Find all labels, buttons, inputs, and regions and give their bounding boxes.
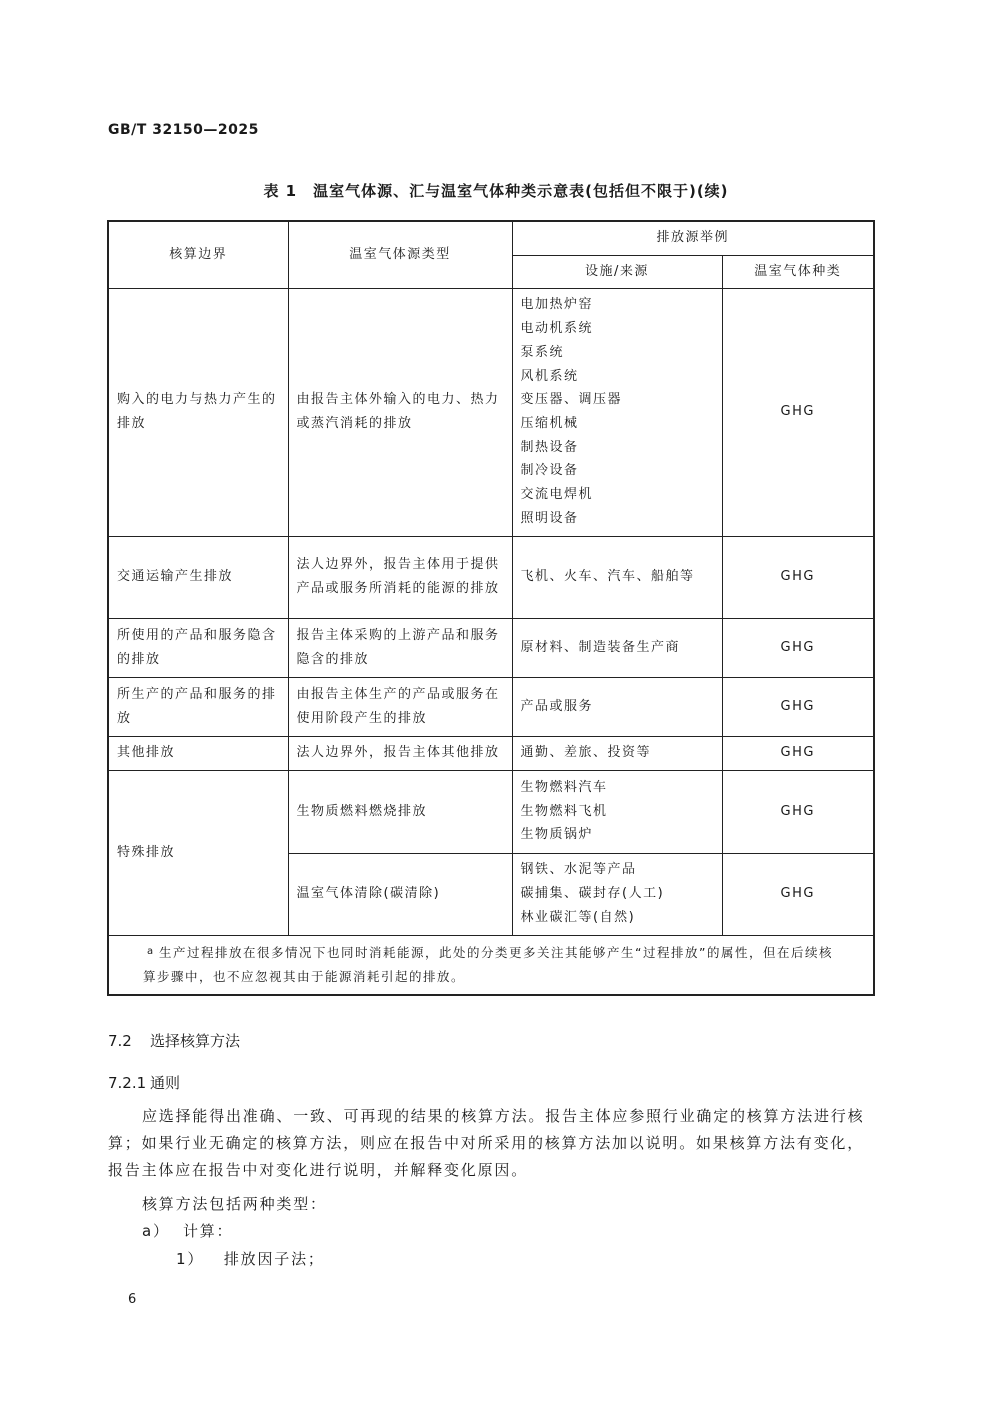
gas-cell: GHG — [722, 736, 874, 770]
facility-cell — [512, 853, 722, 935]
facility-item: 交流电焊机 — [520, 487, 594, 503]
facility-item: 变压器、调压器 — [520, 392, 623, 408]
facility-item: 碳捕集、碳封存(人工) — [520, 886, 665, 902]
source-type-cell: 法人边界外，报告主体用于提供产品或服务所消耗的能源的排放 — [288, 536, 512, 618]
source-type-cell: 由报告主体生产的产品或服务在使用阶段产生的排放 — [288, 677, 512, 736]
facility-item: 电动机系统 — [520, 321, 594, 337]
table-caption: 表 1 温室气体源、汇与温室气体种类示意表(包括但不限于)(续) — [263, 182, 729, 200]
facility-item: 生物质锅炉 — [520, 827, 594, 843]
boundary-cell: 其他排放 — [108, 736, 288, 770]
standard-number: GB/T 32150—2025 — [108, 122, 259, 138]
facility-cell — [512, 288, 722, 536]
source-type-cell: 报告主体采购的上游产品和服务隐含的排放 — [288, 618, 512, 677]
body-paragraph-2: 核算方法包括两种类型： — [142, 1195, 327, 1213]
gas-cell: GHG — [722, 853, 874, 935]
facility-item: 压缩机械 — [520, 416, 579, 431]
gas-cell: GHG — [722, 536, 874, 618]
boundary-cell: 交通运输产生排放 — [108, 536, 288, 618]
gas-cell: GHG — [722, 288, 874, 536]
list-marker: 1） — [176, 1250, 205, 1268]
facility-item: 林业碳汇等(自然) — [520, 909, 636, 925]
gas-cell: GHG — [722, 677, 874, 736]
ghg-source-table — [107, 220, 875, 996]
facility-cell: 飞机、火车、汽车、船舶等 — [512, 536, 722, 618]
section-title: 选择核算方法 — [150, 1032, 241, 1050]
footnote-text: 生产过程排放在很多情况下也同时消耗能源，此处的分类更多关注其能够产生“过程排放”的属性，但在后续核算步骤中，也不应忽视其由于能源消耗引起的排放。 — [143, 944, 833, 984]
source-type-cell: 生物质燃料燃烧排放 — [288, 770, 512, 853]
list-item — [142, 1220, 233, 1241]
table-row — [108, 536, 874, 618]
header-examples: 排放源举例 — [512, 221, 874, 255]
boundary-cell: 所使用的产品和服务隐含的排放 — [108, 618, 288, 677]
facility-cell: 通勤、差旅、投资等 — [512, 736, 722, 770]
facility-item: 电加热炉窑 — [520, 297, 594, 313]
facility-cell — [512, 770, 722, 853]
header-source-type: 温室气体源类型 — [288, 221, 512, 288]
table-row — [108, 770, 874, 853]
facility-cell: 原材料、制造装备生产商 — [512, 618, 722, 677]
facility-item: 风机系统 — [520, 368, 579, 384]
facility-item: 照明设备 — [520, 510, 579, 526]
gas-cell: GHG — [722, 770, 874, 853]
list-marker: a） — [142, 1222, 170, 1240]
facility-item: 生物燃料飞机 — [520, 803, 608, 819]
table-row — [108, 677, 874, 736]
source-type-cell: 法人边界外，报告主体其他排放 — [288, 736, 512, 770]
body-paragraph — [108, 1103, 872, 1184]
header-boundary: 核算边界 — [108, 221, 288, 288]
facility-item: 钢铁、水泥等产品 — [520, 862, 637, 878]
source-type-cell: 由报告主体外输入的电力、热力或蒸汽消耗的排放 — [288, 288, 512, 536]
facility-item: 制热设备 — [520, 439, 579, 455]
paragraph-text: 应选择能得出准确、一致、可再现的结果的核算方法。报告主体应参照行业确定的核算方法进行核算；如果行业无确定的核算方法，则应在报告中对所采用的核算方法加以说明。如果核算方法有变化，报告主体应在报告中对变化进行说明，并解释变化原因。 — [108, 1107, 865, 1179]
table-footnote-row — [108, 935, 874, 995]
footnote-mark: a — [147, 945, 155, 957]
section-heading — [108, 1030, 240, 1051]
page-number: 6 — [128, 1292, 137, 1307]
facility-item: 生物燃料汽车 — [520, 779, 608, 795]
header-facility: 设施/来源 — [512, 255, 722, 288]
list-text: 计算： — [182, 1222, 234, 1240]
table-row — [108, 736, 874, 770]
facility-cell: 产品或服务 — [512, 677, 722, 736]
table-row — [108, 618, 874, 677]
table-footnote — [108, 935, 874, 995]
facility-item: 制冷设备 — [520, 463, 579, 479]
boundary-cell: 所生产的产品和服务的排放 — [108, 677, 288, 736]
gas-cell: GHG — [722, 618, 874, 677]
list-text: 排放因子法； — [223, 1250, 325, 1268]
source-type-cell: 温室气体清除(碳清除) — [288, 853, 512, 935]
list-item — [176, 1248, 325, 1269]
section-number: 7.2 — [108, 1032, 132, 1050]
boundary-cell: 特殊排放 — [108, 770, 288, 935]
subsection-heading — [108, 1072, 180, 1093]
facility-item: 泵系统 — [520, 344, 565, 360]
boundary-cell: 购入的电力与热力产生的排放 — [108, 288, 288, 536]
table-row — [108, 288, 874, 536]
section-number: 7.2.1 — [108, 1074, 147, 1092]
header-gas: 温室气体种类 — [722, 255, 874, 288]
section-title: 通则 — [150, 1074, 181, 1092]
